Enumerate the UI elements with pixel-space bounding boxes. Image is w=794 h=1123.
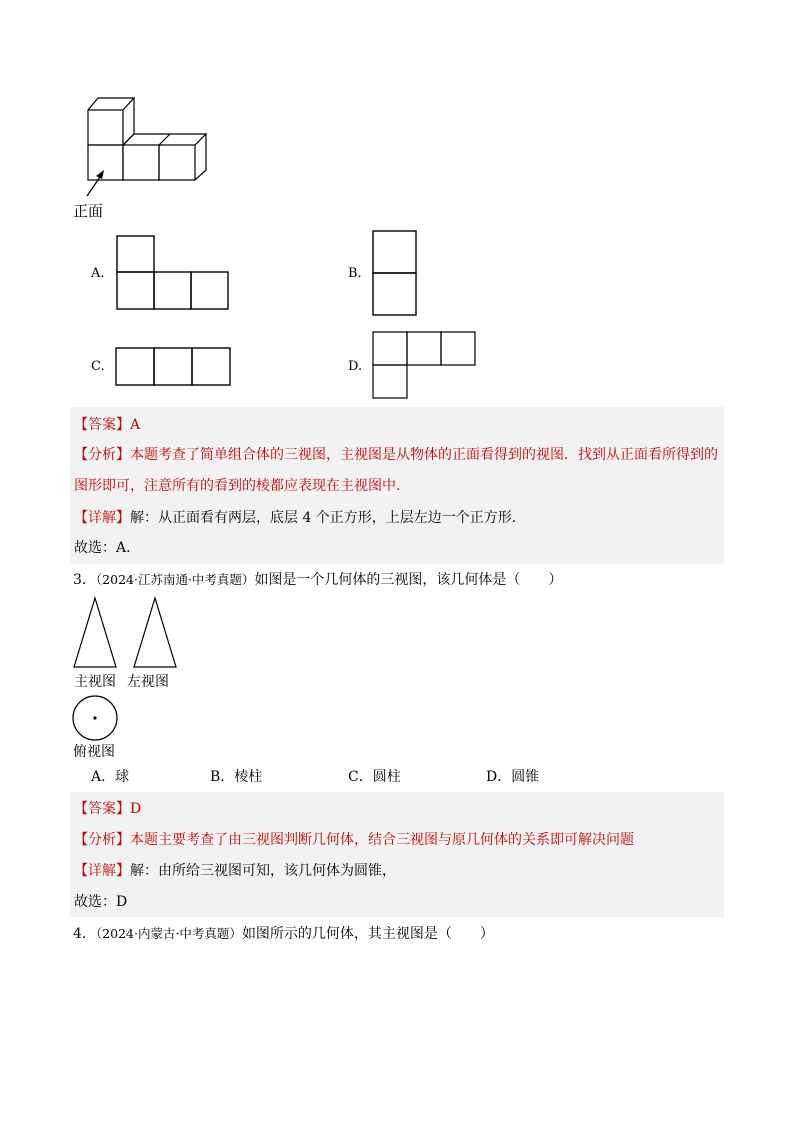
top-view-label: 俯视图 [73,744,115,760]
option-b-label: B. [348,266,362,281]
analysis-line-1 [74,446,718,464]
analysis-text: 本题主要考查了由三视图判断几何体，结合三视图与原几何体的关系即可解决问题 [130,832,634,848]
detail-tag: 【详解】 [74,510,130,526]
answer-tag: 【答案】 [74,417,130,433]
answer-line [74,800,141,818]
front-view-triangle [73,597,119,669]
answer-tag: 【答案】 [74,801,130,817]
q3-option-d-letter: D． [486,769,512,785]
front-label: 正面 [73,202,104,220]
analysis-tag: 【分析】 [74,832,130,848]
option-b-figure [372,230,420,318]
q3-option-b-text: 棱柱 [234,769,263,785]
q3-option-d-text: 圆锥 [511,769,540,785]
left-view-label: 左视图 [127,674,169,690]
option-d-label: D. [348,359,363,374]
answer-box-q3 [70,792,724,917]
option-a-figure [116,235,231,311]
analysis-line-2: 图形即可，注意所有的看到的棱都应表现在主视图中． [74,478,410,494]
q3-option-d [486,769,539,785]
detail-line [74,509,526,527]
answer-line [74,416,140,434]
q3-option-a-text: 球 [115,769,130,785]
question-number: 3． [73,572,96,588]
analysis-line [74,831,634,849]
analysis-tag: 【分析】 [74,447,130,463]
q3-option-a [91,769,129,785]
question-3-stem [73,571,562,589]
question-number: 4． [73,926,96,942]
q3-option-c-letter: C． [348,769,373,785]
arrow-icon [84,168,108,198]
q3-option-a-letter: A． [91,769,116,785]
detail-text: 解：从正面看有两层，底层 4 个正方形，上层左边一个正方形． [130,510,526,526]
detail-tag: 【详解】 [74,863,130,879]
detail-text: 解：由所给三视图可知，该几何体为圆锥， [130,863,396,879]
detail-line [74,862,396,880]
option-a-label: A. [91,266,105,281]
front-view-label: 主视图 [74,674,116,690]
question-text: 如图是一个几何体的三视图，该几何体是（ ） [254,572,563,588]
answer-value: D [130,801,142,817]
answer-box-q2 [70,407,724,564]
question-source: （2024·内蒙古·中考真题） [95,926,242,941]
choose-line: 故选：D [74,894,128,910]
left-view-triangle [133,597,179,669]
option-c-label: C. [91,359,105,374]
q3-option-c [348,769,401,785]
q3-option-c-text: 圆柱 [372,769,401,785]
question-4-stem [73,925,494,943]
question-source: （2024·江苏南通·中考真题） [95,572,255,587]
answer-value: A [130,417,141,433]
q3-option-b-letter: B． [210,769,235,785]
q3-option-b [210,769,262,785]
question-text: 如图所示的几何体，其主视图是（ ） [241,926,494,942]
choose-line: 故选：A． [74,540,141,556]
option-c-figure [115,347,235,389]
analysis-text-1: 本题考查了简单组合体的三视图，主视图是从物体的正面看得到的视图．找到从正面看所得到的 [130,447,718,463]
top-view-circle [71,695,119,741]
option-d-figure [372,331,478,401]
